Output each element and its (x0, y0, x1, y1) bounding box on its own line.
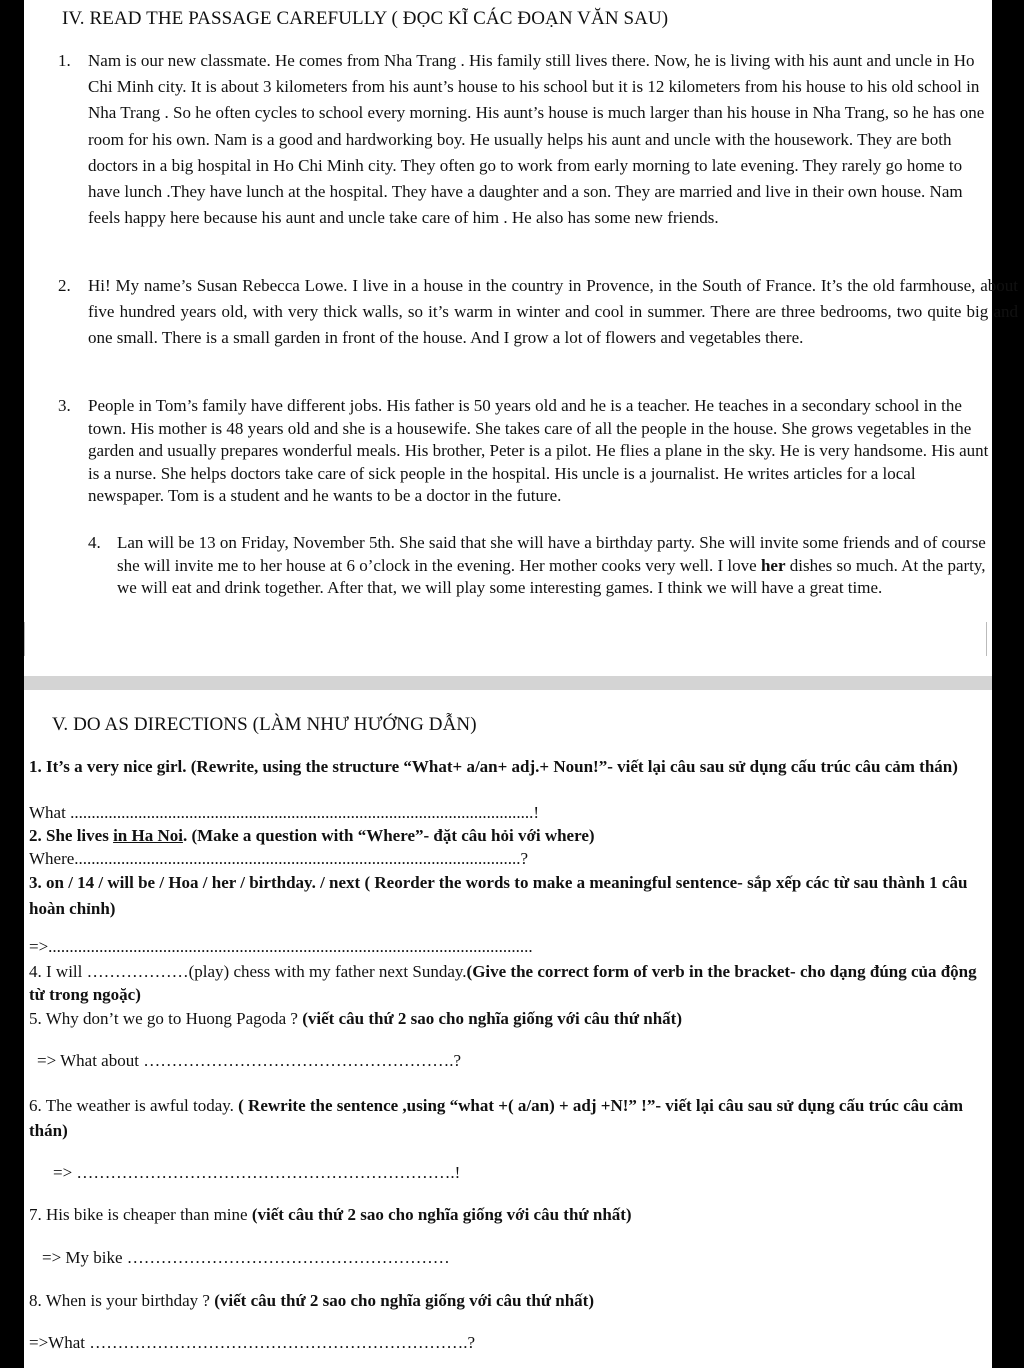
page-edge-left (24, 622, 25, 656)
question-2-start: 2. She lives (29, 826, 114, 845)
question-6-answer-line[interactable]: => ………………………………………………………….! (53, 1163, 461, 1182)
question-5-answer-line[interactable]: => What about ……………………………………………….? (37, 1051, 461, 1070)
document-page-2 (24, 690, 992, 1368)
document-page-1 (24, 0, 1018, 676)
passage-4-number: 4. (88, 533, 101, 552)
passage-3-text: People in Tom’s family have different jobs. His father is 50 years old and he is a teacher. He teaches in a secondary school in the town. His mother is 48 years old and she is a housewife. She takes care of all the people in the house. She grows vegetables in the garden and usually prepares wonderful meals. His brother, Peter is a pilot. He flies a plane in the sky. He is very handsome. His aunt is a nurse. She helps doctors take care of sick people in the hospital. His uncle is a journalist. He writes articles for a local newspaper. Tom is a student and he wants to be a doctor in the future. (88, 396, 989, 506)
question-2-answer-line[interactable]: Where.........................................................................................................? (29, 849, 529, 868)
question-5 (29, 1008, 984, 1031)
question-4-text: 4. I will ………………(play) chess with my father next Sunday. (29, 962, 467, 981)
passage-4-text-start: Lan will be 13 on Friday, November 5th. She said that she will have a birthday party. She will invite some friends and of course she will invite me to her house at 6 o’clock in the evening. Her mother cooks very well. I love (117, 533, 986, 575)
question-3-answer-line[interactable]: =>.................................................................................................................. (29, 937, 533, 956)
question-7-answer-line[interactable]: => My bike ………………………………………………… (42, 1248, 450, 1267)
question-4 (29, 961, 984, 1006)
question-7-instruction: (viết câu thứ 2 sao cho nghĩa giống với câu thứ nhất) (251, 1205, 632, 1224)
passage-4-text-end: dishes so much. At the party, we will eat and drink together. After that, we will play some interesting games. I think we will have a great time. (117, 555, 986, 598)
question-5-text: 5. Why don’t we go to Huong Pagoda ? (29, 1009, 303, 1028)
question-7 (29, 1204, 984, 1227)
question-8-instruction: (viết câu thứ 2 sao cho nghĩa giống với câu thứ nhất) (214, 1291, 595, 1310)
passage-4-bold-word: her (760, 555, 786, 575)
passage-1-number: 1. (58, 51, 71, 70)
question-6-text: 6. The weather is awful today. (29, 1096, 239, 1115)
question-7-text: 7. His bike is cheaper than mine (29, 1205, 252, 1224)
question-4-instruction: (Give the correct form of verb in the bracket- cho dạng đúng của động từ trong ngoặc) (29, 962, 977, 1004)
passage-2-text: Hi! My name’s Susan Rebecca Lowe. I live in a house in the country in Provence, in the South of France. It’s the old farmhouse, about five hundred years old, with very thick walls, so it’s warm in winter and cool in summer. There are three bedrooms, two quite big and one small. There is a small garden in front of the house. And I grow a lot of flowers and vegetables there. (88, 276, 1018, 348)
page-gap (24, 676, 992, 690)
question-8 (29, 1290, 984, 1313)
question-2-end: . (Make a question with “Where”- đặt câu hỏi với where) (182, 826, 595, 845)
passage-3-number: 3. (58, 396, 71, 415)
question-2-underlined: in Ha Noi (113, 826, 183, 845)
question-1-answer-line[interactable]: What .............................................................................................................! (29, 803, 539, 822)
question-1: 1. It’s a very nice girl. (Rewrite, using the structure “What+ a/an+ adj.+ Noun!”- viết lại câu sau sử dụng cấu trúc câu cảm thán) (29, 757, 958, 776)
question-5-instruction: (viết câu thứ 2 sao cho nghĩa giống với câu thứ nhất) (302, 1009, 683, 1028)
section-v-title: V. DO AS DIRECTIONS (LÀM NHƯ HƯỚNG DẪN) (52, 714, 477, 735)
question-6-instruction: ( Rewrite the sentence ,using “what +( a/an) + adj +N!” !”- viết lại câu sau sử dụng cấu trúc câu cảm thán) (29, 1096, 964, 1140)
question-8-answer-line[interactable]: =>What ………………………………………………………….? (29, 1333, 476, 1352)
question-8-text: 8. When is your birthday ? (29, 1291, 215, 1310)
passage-2-number: 2. (58, 276, 71, 295)
passage-1-text: Nam is our new classmate. He comes from Nha Trang . His family still lives there. Now, he is living with his aunt and uncle in Ho Chi Minh city. It is about 3 kilometers from his aunt’s house to his school but it is 12 kilometers from his house to his old school in Nha Trang . So he often cycles to school every morning. His aunt’s house is much larger than his house in Nha Trang, so he has one room for his own. Nam is a good and hardworking boy. He usually helps his aunt and uncle with the housework. They are both doctors in a big hospital in Ho Chi Minh city. They often go to work from early morning to late evening. They rarely go home to have lunch .They have lunch at the hospital. They have a daughter and a son. They are married and live in their own house. Nam feels happy here because his aunt and uncle take care of him . He also has some new friends. (88, 51, 985, 228)
section-iv-title: IV. READ THE PASSAGE CAREFULLY ( ĐỌC KĨ CÁC ĐOẠN VĂN SAU) (62, 8, 669, 29)
question-2 (29, 825, 984, 848)
question-6 (29, 1093, 984, 1143)
passage-4-text (117, 532, 987, 600)
question-3: 3. on / 14 / will be / Hoa / her / birthday. / next ( Reorder the words to make a meaningful sentence- sắp xếp các từ sau thành 1 câu hoàn chỉnh) (29, 873, 968, 918)
page-edge-right (986, 622, 987, 656)
